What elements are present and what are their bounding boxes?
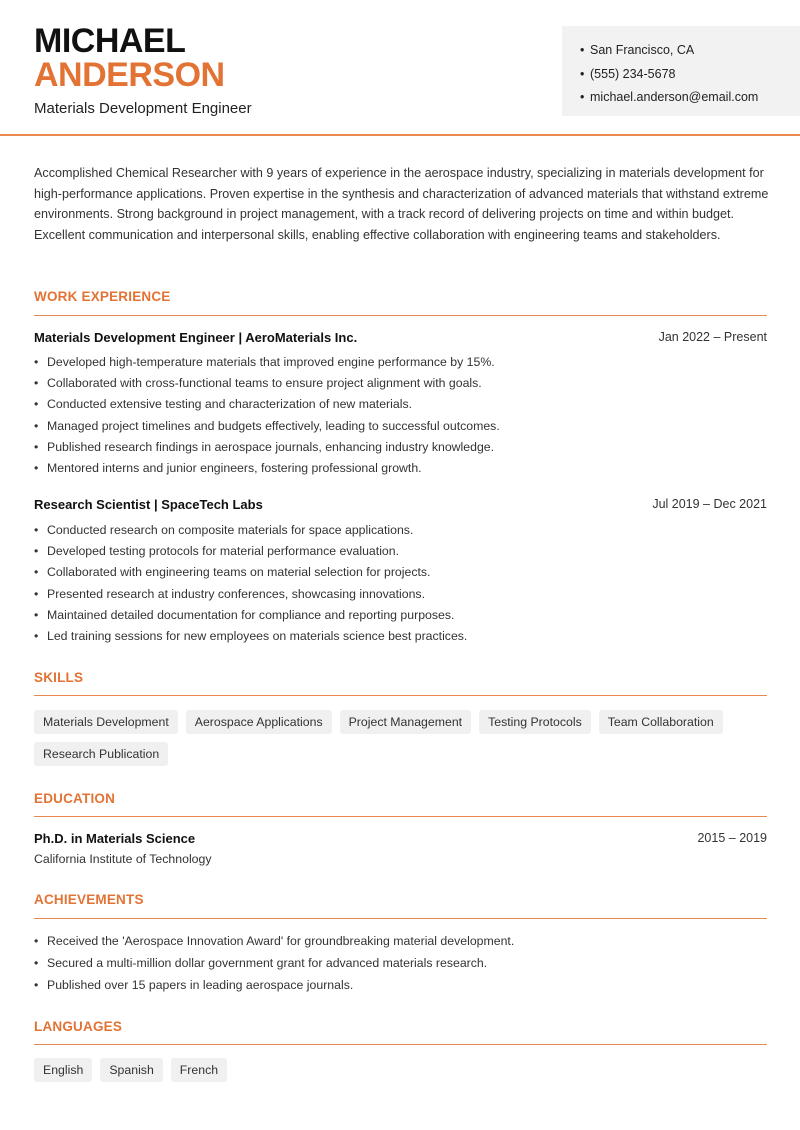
section-title-languages: LANGUAGES: [34, 1019, 123, 1034]
list-item: • Mentored interns and junior engineers, fostering professional growth.: [34, 458, 767, 479]
contact-email: • michael.anderson@email.com: [580, 86, 800, 110]
contact-phone: • (555) 234-5678: [580, 63, 800, 87]
list-item: • Maintained detailed documentation for compliance and reporting purposes.: [34, 605, 767, 626]
education-school: California Institute of Technology: [34, 852, 212, 866]
section-title-work: WORK EXPERIENCE: [34, 289, 171, 304]
list-item: • Managed project timelines and budgets effectively, leading to successful outcomes.: [34, 416, 767, 437]
skill-tag: Research Publication: [34, 742, 168, 766]
skill-tag: Team Collaboration: [599, 710, 723, 734]
education-degree: Ph.D. in Materials Science: [34, 831, 196, 846]
list-item: • Developed testing protocols for material performance evaluation.: [34, 541, 767, 562]
resume-header: [0, 0, 800, 136]
list-item: • Developed high-temperature materials that improved engine performance by 15%.: [34, 352, 767, 373]
section-title-education: EDUCATION: [34, 791, 116, 806]
list-item: • Collaborated with cross-functional teams to ensure project alignment with goals.: [34, 373, 767, 394]
list-item: • Conducted research on composite materials for space applications.: [34, 520, 767, 541]
contact-location: • San Francisco, CA: [580, 39, 800, 63]
skill-tag: Aerospace Applications: [186, 710, 332, 734]
job-role: Materials Development Engineer | AeroMaterials Inc.: [34, 330, 358, 345]
language-tag: Spanish: [100, 1058, 162, 1082]
job-dates: Jul 2019 – Dec 2021: [652, 497, 767, 511]
section-divider: [34, 1044, 767, 1045]
skill-tag: Testing Protocols: [479, 710, 591, 734]
section-divider: [34, 315, 767, 316]
section-divider: [34, 695, 767, 696]
list-item: • Published research findings in aerospace journals, enhancing industry knowledge.: [34, 437, 767, 458]
job-dates: Jan 2022 – Present: [658, 330, 767, 344]
list-item: • Secured a multi-million dollar government grant for advanced materials research.: [34, 952, 767, 974]
candidate-name: [34, 24, 225, 92]
section-title-skills: SKILLS: [34, 670, 84, 685]
languages-list: [34, 1058, 767, 1082]
list-item: • Published over 15 papers in leading aerospace journals.: [34, 974, 767, 996]
language-tag: French: [171, 1058, 227, 1082]
list-item: • Led training sessions for new employees on materials science best practices.: [34, 626, 767, 647]
section-title-achievements: ACHIEVEMENTS: [34, 892, 144, 907]
contact-box: [562, 26, 800, 116]
job-role: Research Scientist | SpaceTech Labs: [34, 497, 263, 512]
section-divider: [34, 918, 767, 919]
job-entry-header: [34, 497, 767, 512]
section-divider: [34, 816, 767, 817]
job-bullet-list: [34, 520, 767, 647]
skill-tag: Project Management: [340, 710, 471, 734]
achievements-list: [34, 930, 767, 996]
education-dates: 2015 – 2019: [697, 831, 767, 845]
last-name: ANDERSON: [34, 56, 225, 94]
job-title: Materials Development Engineer: [34, 100, 252, 117]
first-name: MICHAEL: [34, 22, 186, 60]
skill-tag: Materials Development: [34, 710, 178, 734]
list-item: • Conducted extensive testing and characterization of new materials.: [34, 394, 767, 415]
list-item: • Collaborated with engineering teams on material selection for projects.: [34, 562, 767, 583]
list-item: • Presented research at industry conferences, showcasing innovations.: [34, 584, 767, 605]
skills-list: [34, 710, 767, 766]
job-entry-header: [34, 330, 767, 345]
job-bullet-list: [34, 352, 767, 479]
summary-paragraph: Accomplished Chemical Researcher with 9 years of experience in the aerospace industry, specializing in materials development for high-performance applications. Proven expertise in the synthesis and characterization of advanced materials that withstand extreme environments. Strong background in project management, with a track record of delivering projects on time and within budget. Excellent communication and interpersonal skills, enabling effective collaboration with engineering teams and stakeholders.: [34, 166, 769, 242]
language-tag: English: [34, 1058, 92, 1082]
list-item: • Received the 'Aerospace Innovation Award' for groundbreaking material development.: [34, 930, 767, 952]
